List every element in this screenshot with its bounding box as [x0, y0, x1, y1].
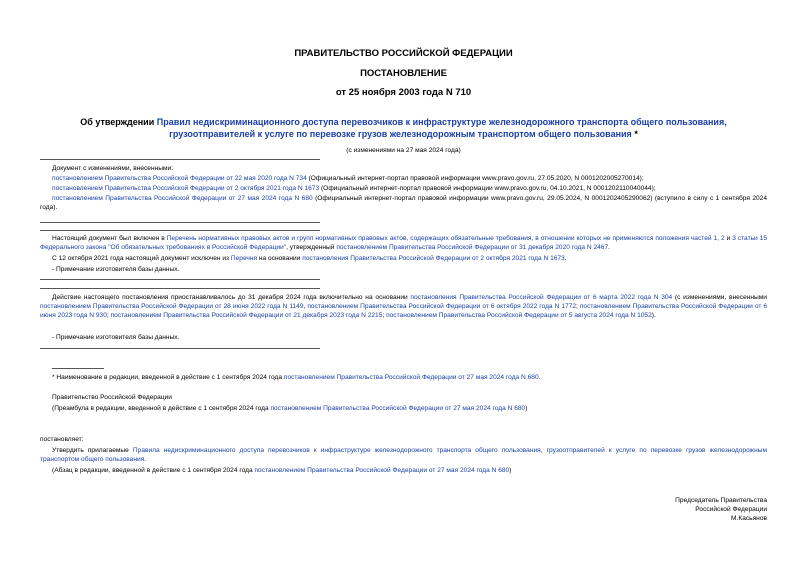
decree-2467-link[interactable]: постановлением Правительства Российской Федерации от 31 декабря 2020 года N 2467 — [336, 244, 609, 252]
text: * Наименование в редакции, введенной в действие с 1 сентября 2024 года — [52, 374, 284, 381]
text: Утвердить прилагаемые — [52, 447, 133, 454]
text: . — [144, 456, 147, 464]
text: Настоящий документ был включен в — [52, 235, 167, 242]
divider — [40, 279, 320, 280]
decree-1673-link[interactable]: постановления Правительства Российской Федерации от 2 октября 2021 года N 1673 — [302, 255, 565, 262]
decree-1149-link[interactable]: постановлением Правительства Российской Федерации от 28 июня 2022 года N 1149 — [40, 303, 304, 311]
text: ) — [525, 405, 528, 412]
document-date: от 25 ноября 2003 года N 710 — [335, 87, 472, 98]
resolves-line: постановляет: — [40, 436, 84, 443]
divider — [40, 348, 320, 349]
change-text: (Официальный интернет-портал правовой информации www.pravo.gov.ru, 04.10.2021, N 0001202110040044); — [319, 185, 656, 192]
text: (Абзац в редакции, введенной в действие с 1 сентября 2024 года — [52, 467, 255, 474]
preamble-note — [40, 404, 767, 413]
signature-org: Российской Федерации — [695, 506, 767, 514]
change-item — [40, 184, 767, 193]
document-type: ПОСТАНОВЛЕНИЕ — [360, 68, 447, 79]
text: С 12 октября 2021 года настоящий документ исключен из — [52, 255, 231, 262]
db-note: - Примечание изготовителя базы данных. — [52, 334, 180, 341]
decree-1052-link[interactable]: постановлением Правительства Российской Федерации от 5 августа 2024 года N 1052 — [386, 312, 652, 320]
change-text: (Официальный интернет-портал правовой информации www.pravo.gov.ru, 27.05.2020, N 0001202005270014); — [306, 175, 644, 182]
text: . — [608, 244, 610, 252]
change-link[interactable]: постановлением Правительства Российской Федерации от 22 мая 2020 года N 734 — [52, 175, 307, 182]
text: (с изменениями, внесенными — [672, 294, 767, 301]
title-suffix: * — [631, 129, 638, 139]
decree-680-link[interactable]: постановлением Правительства Российской Федерации от 27 мая 2024 года N 680 — [283, 374, 539, 381]
preamble-line: Правительство Российской Федерации — [52, 394, 172, 401]
text: . — [538, 374, 541, 381]
text: ). — [651, 312, 656, 320]
approve-paragraph — [40, 446, 767, 464]
law-link[interactable]: 3 статьи 15 Федерального закона "Об обязательных требованиях в Российской Федерации" — [40, 235, 767, 252]
suspension-paragraph — [40, 293, 767, 321]
text: ) — [509, 467, 512, 474]
decree-680-link[interactable]: постановлением Правительства Российской Федерации от 27 мая 2024 года N 680 — [270, 405, 526, 412]
change-link[interactable]: постановлением Правительства Российской Федерации от 2 октября 2021 года N 1673 — [52, 185, 320, 192]
signature-block — [675, 496, 767, 524]
change-text: (Официальный интернет-портал правовой информации www.pravo.gov.ru, 29.05.2024, N 0001202405290062) (вступило в силу с 1 сентября 2024 года). — [40, 195, 767, 212]
text: ; — [106, 312, 111, 320]
change-link[interactable]: постановлением Правительства Российской Федерации от 27 мая 2024 года N 680 — [52, 195, 313, 202]
signature-name: М.Касьянов — [731, 515, 767, 523]
change-item — [40, 194, 767, 212]
divider — [40, 230, 320, 231]
footnote-divider — [52, 368, 104, 369]
decree-930-link[interactable]: постановлением Правительства Российской Федерации от 6 июня 2023 года N 930 — [40, 303, 768, 320]
rules-link[interactable]: Правила недискриминационного доступа перевозчиков к инфраструктуре железнодорожного транспорта общего пользования, грузоотправителей к услуге по перевозке грузов железнодорожным транспортом общего пользования — [40, 447, 767, 464]
paragraph-note — [40, 466, 767, 475]
amendment-note: (с изменениями на 27 мая 2024 года) — [346, 147, 461, 154]
list-link[interactable]: Перечня — [230, 255, 258, 262]
divider — [40, 159, 320, 160]
text: , — [303, 303, 308, 311]
government-heading: ПРАВИТЕЛЬСТВО РОССИЙСКОЙ ФЕДЕРАЦИИ — [294, 48, 513, 59]
document-title — [40, 116, 767, 140]
text: ; — [576, 303, 580, 311]
decree-1772-link[interactable]: постановлением Правительства Российской Федерации от 6 октября 2022 года N 1772 — [307, 303, 576, 311]
title-prefix: Об утверждении — [80, 117, 157, 127]
db-note: - Примечание изготовителя базы данных. — [52, 266, 180, 273]
title-rules-link[interactable]: Правил недискриминационного доступа перевозчиков к инфраструктуре железнодорожного транспорта общего пользования, грузоотправителей к услуге по перевозке грузов железнодорожным транспортом общего пользования — [156, 117, 727, 139]
text: , утвержденный — [286, 244, 337, 252]
register-paragraph — [40, 234, 767, 252]
decree-2215-link[interactable]: постановлением Правительства Российской Федерации от 21 декабря 2023 года N 2215 — [110, 312, 383, 320]
text: на основании — [257, 255, 303, 262]
text: (Преамбула в редакции, введенной в действие с 1 сентября 2024 года — [52, 405, 271, 412]
exclusion-paragraph — [40, 254, 767, 263]
signature-title: Председатель Правительства — [675, 497, 767, 504]
decree-680-link[interactable]: постановлением Правительства Российской Федерации от 27 мая 2024 года N 680 — [254, 467, 510, 474]
change-item — [40, 174, 767, 183]
divider — [40, 222, 320, 223]
text: ; — [382, 312, 387, 320]
text: Действие настоящего постановления приостанавливалось до 31 декабря 2024 года включительно на основании — [52, 294, 411, 301]
divider — [40, 288, 320, 289]
decree-304-link[interactable]: постановления Правительства Российской Федерации от 6 марта 2022 года N 304 — [410, 294, 673, 301]
register-link[interactable]: Перечень нормативных правовых актов и групп нормативных правовых актов, содержащих обязательные требования, в отношении которых не применяются положения частей 1, 2 — [166, 235, 725, 242]
text: . — [564, 255, 567, 262]
footnote — [40, 373, 767, 382]
changes-intro: Документ с изменениями, внесенными: — [52, 165, 174, 172]
text: и — [724, 235, 733, 242]
